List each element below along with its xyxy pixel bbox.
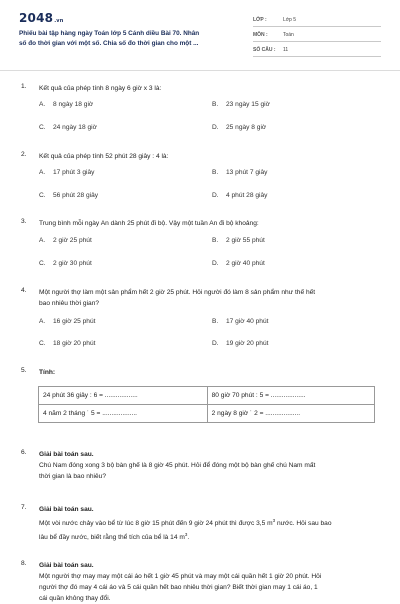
- calc-cell[interactable]: 4 năm 2 tháng ˙ 5 = ...................: [39, 405, 208, 423]
- option-text: 24 ngày 18 giờ: [53, 124, 97, 131]
- logo-suffix: .vn: [54, 18, 64, 24]
- option-b[interactable]: [212, 237, 265, 244]
- option-letter: D.: [212, 124, 219, 131]
- table-row: [39, 405, 375, 423]
- question-text-line: cái quần không thay đổi.: [39, 595, 111, 602]
- option-b[interactable]: [212, 318, 268, 325]
- option-letter: D.: [212, 192, 219, 199]
- title-line-1: Phiếu bài tập hàng ngày Toán lớp 5 Cánh diều Bài 70. Nhân: [19, 30, 200, 37]
- calculation-table: [38, 386, 375, 423]
- question-text-line: thời gian là bao nhiêu?: [39, 473, 107, 480]
- header-divider: [0, 70, 400, 71]
- option-text: 8 ngày 18 giờ: [53, 101, 94, 108]
- option-letter: D.: [212, 260, 219, 267]
- text-part: lâu bể đầy nước, biết rằng thể tích của bể là 14 m: [39, 534, 185, 542]
- text-part: nước. Hỏi sau bao: [275, 520, 332, 528]
- superscript: 3: [272, 518, 276, 523]
- option-a[interactable]: [39, 237, 92, 244]
- logo-text: 2048: [19, 11, 54, 25]
- option-a[interactable]: [39, 169, 94, 176]
- option-letter: B.: [212, 318, 219, 325]
- option-letter: C.: [39, 340, 46, 347]
- question-number: 2.: [21, 151, 27, 158]
- option-text: 2 giờ 40 phút: [226, 260, 265, 267]
- option-text: 17 phút 3 giây: [53, 169, 95, 176]
- question-text-line: [39, 520, 332, 527]
- question-number: 3.: [21, 218, 27, 225]
- option-letter: A.: [39, 318, 46, 325]
- question-count-label: SỐ CÂU :: [253, 47, 276, 53]
- option-text: 23 ngày 15 giờ: [226, 101, 270, 108]
- option-letter: C.: [39, 124, 46, 131]
- calc-cell[interactable]: 24 phút 36 giây : 6 = ..................: [39, 387, 208, 405]
- option-text: 19 giờ 20 phút: [226, 340, 269, 347]
- option-c[interactable]: [39, 124, 97, 131]
- option-letter: B.: [212, 237, 219, 244]
- question-number: 4.: [21, 287, 27, 294]
- option-text: 16 giờ 25 phút: [53, 318, 96, 325]
- option-letter: C.: [39, 260, 46, 267]
- question-number: 7.: [21, 504, 27, 511]
- question-text-line: bao nhiêu thời gian?: [39, 300, 100, 307]
- option-text: 25 ngày 8 giờ: [226, 124, 267, 131]
- question-text: [39, 287, 384, 309]
- question-number: 1.: [21, 83, 27, 90]
- option-d[interactable]: [212, 124, 266, 131]
- calc-cell[interactable]: 2 ngày 8 giờ ˙ 2 = ...................: [207, 405, 374, 423]
- option-text: 13 phút 7 giây: [226, 169, 268, 176]
- question-count-field: [253, 44, 381, 57]
- question-text: Trung bình mỗi ngày An dành 25 phút đi bộ. Vậy một tuần An đi bộ khoảng:: [39, 220, 259, 227]
- option-b[interactable]: [212, 101, 270, 108]
- question-number: 8.: [21, 560, 27, 567]
- question-text: [39, 504, 384, 543]
- question-text-line: Một người thợ làm một sản phẩm hết 2 giờ 25 phút. Hỏi người đó làm 8 sản phẩm như thế hết: [39, 289, 316, 296]
- calc-cell[interactable]: 80 giờ 70 phút : 5 = ...................: [207, 387, 374, 405]
- option-d[interactable]: [212, 260, 265, 267]
- superscript: 3: [184, 532, 188, 538]
- class-label: LỚP :: [253, 17, 267, 23]
- question-number: 6.: [21, 449, 27, 456]
- option-c[interactable]: [39, 340, 95, 347]
- option-c[interactable]: [39, 260, 92, 267]
- option-letter: C.: [39, 192, 46, 199]
- option-text: 17 giờ 40 phút: [226, 318, 269, 325]
- question-number: 5.: [21, 367, 27, 374]
- site-logo[interactable]: [19, 11, 64, 25]
- option-d[interactable]: [212, 192, 267, 199]
- option-b[interactable]: [212, 169, 267, 176]
- question-text: Kết quả của phép tính 8 ngày 6 giờ x 3 là:: [39, 85, 162, 92]
- option-text: 4 phút 28 giây: [226, 192, 268, 199]
- text-part: .: [187, 534, 190, 542]
- option-letter: A.: [39, 101, 46, 108]
- option-text: 56 phút 28 giây: [53, 192, 99, 199]
- question-text-line: người thợ đó may 4 cái áo và 5 cái quần hết bao nhiêu thời gian? Biết thời gian may 1 cái áo, 1: [39, 584, 318, 591]
- question-text-line: Một người thợ may may một cái áo hết 1 giờ 45 phút và may một cái quần hết 1 giờ 20 phút. Hỏi: [39, 573, 322, 580]
- option-letter: D.: [212, 340, 219, 347]
- question-count-value: 11: [283, 47, 289, 53]
- option-d[interactable]: [212, 340, 268, 347]
- title-line-2: số đo thời gian với một số. Chia số đo thời gian cho một ...: [19, 39, 199, 47]
- question-text-line: [39, 534, 189, 541]
- class-field: [253, 14, 381, 27]
- question-text: [39, 560, 384, 604]
- option-text: 2 giờ 30 phút: [53, 260, 92, 267]
- question-heading: Giải bài toán sau.: [39, 562, 94, 569]
- worksheet-title: [19, 29, 237, 48]
- subject-value: Toán: [283, 32, 294, 38]
- option-letter: A.: [39, 237, 46, 244]
- text-part: Một vòi nước chảy vào bể từ lúc 8 giờ 15 phút đến 9 giờ 24 phút thì được 3,5 m: [39, 520, 273, 528]
- subject-label: MÔN :: [253, 32, 268, 38]
- option-a[interactable]: [39, 318, 95, 325]
- question-heading: Giải bài toán sau.: [39, 506, 94, 513]
- question-heading: Giải bài toán sau.: [39, 451, 94, 458]
- subject-field: [253, 29, 381, 42]
- class-value: Lớp 5: [283, 17, 297, 23]
- question-text: Tính:: [39, 369, 56, 376]
- table-row: [39, 387, 375, 405]
- question-text: [39, 449, 384, 482]
- option-text: 2 giờ 55 phút: [226, 237, 265, 244]
- option-letter: A.: [39, 169, 46, 176]
- option-letter: B.: [212, 169, 219, 176]
- option-text: 2 giờ 25 phút: [53, 237, 92, 244]
- option-a[interactable]: [39, 101, 93, 108]
- option-c[interactable]: [39, 192, 98, 199]
- option-text: 18 giờ 20 phút: [53, 340, 96, 347]
- question-text-line: Chú Nam đóng xong 3 bộ bàn ghế là 8 giờ 45 phút. Hỏi để đóng một bộ bàn ghế chú Nam mất: [39, 462, 316, 469]
- question-text: Kết quả của phép tính 52 phút 28 giây : 4 là:: [39, 153, 169, 160]
- option-letter: B.: [212, 101, 219, 108]
